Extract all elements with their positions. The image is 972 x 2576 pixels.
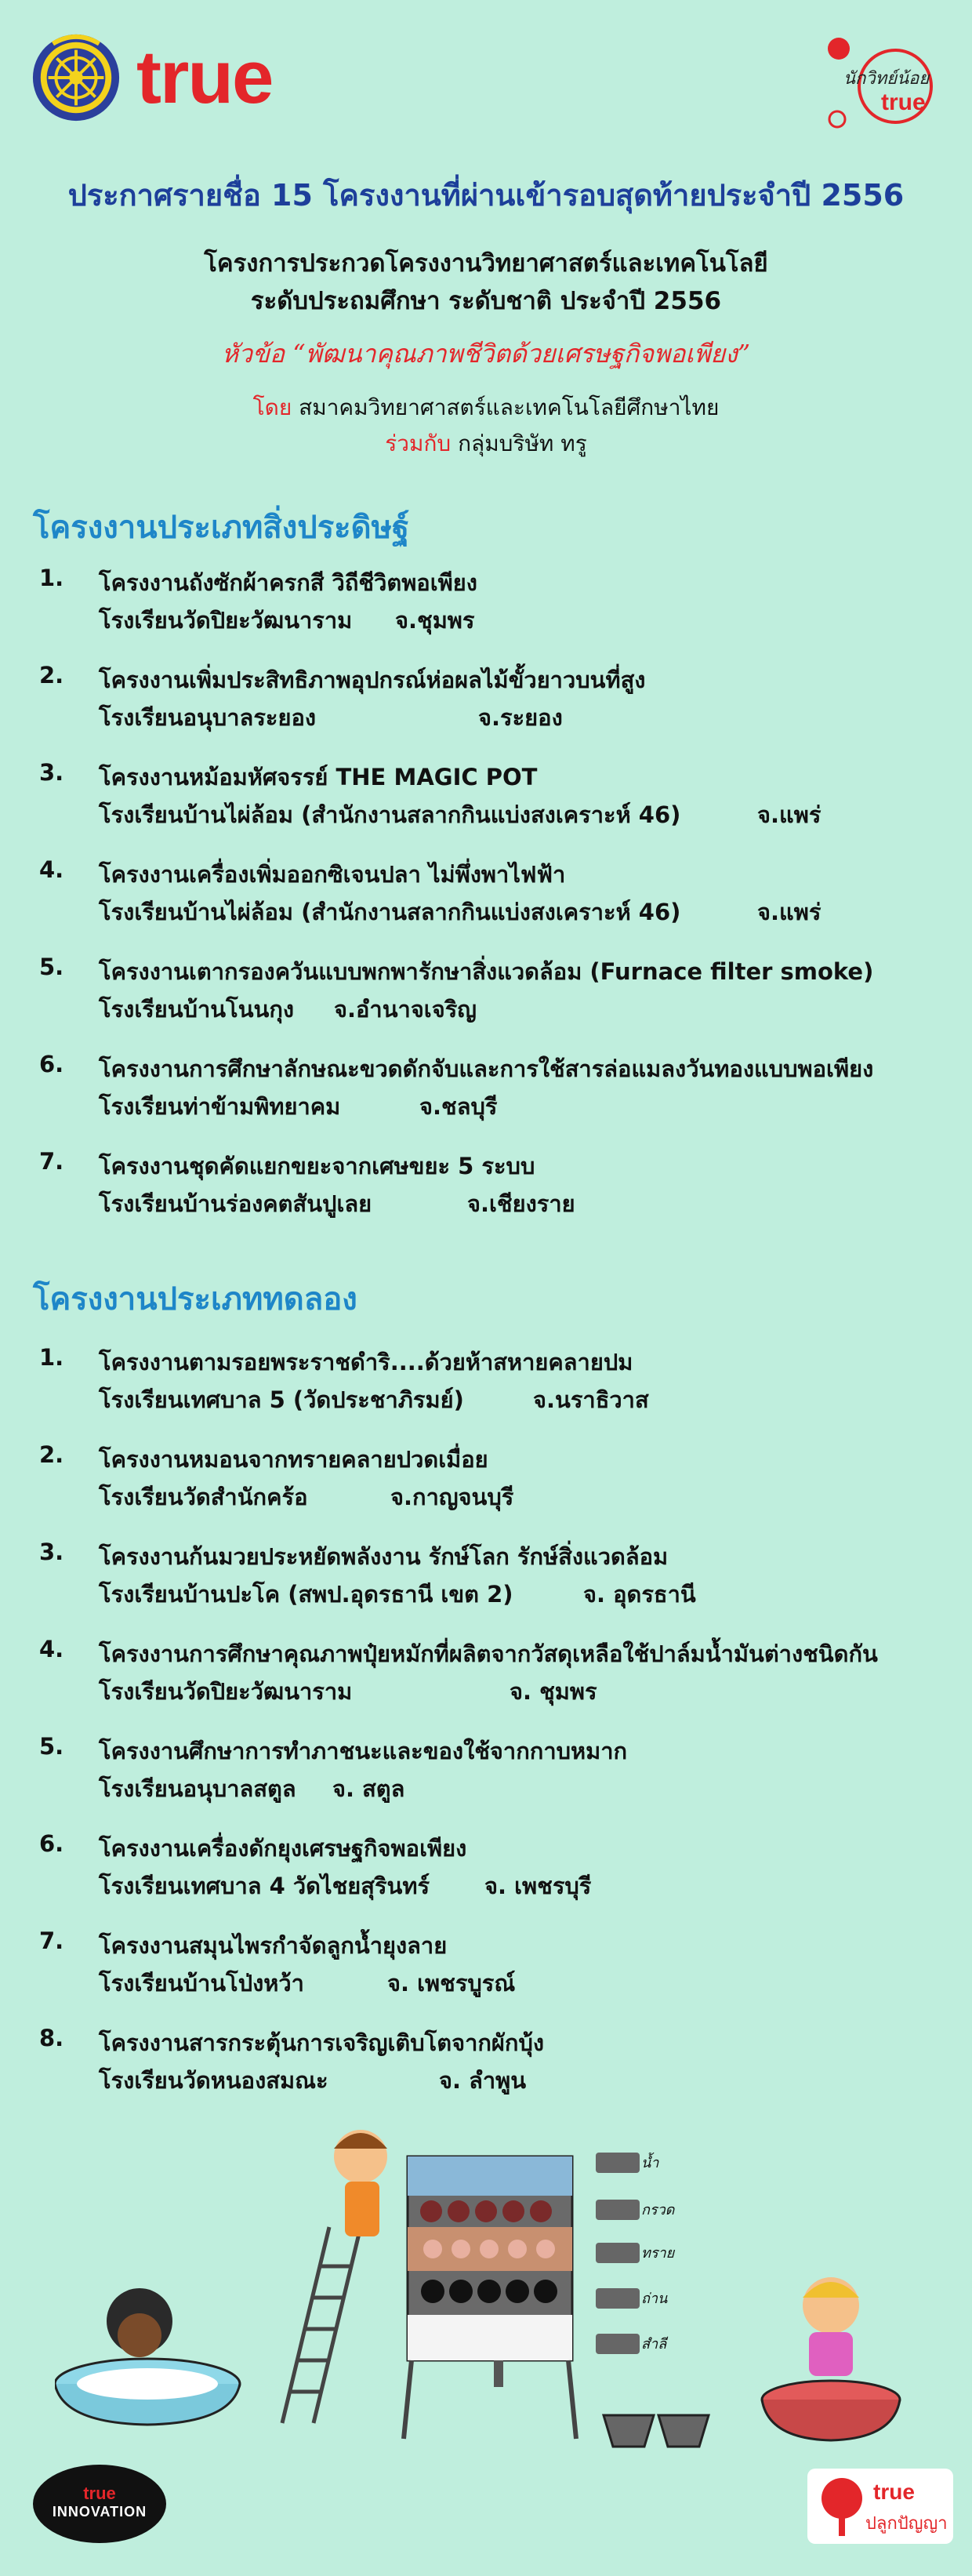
page-headline: ประกาศรายชื่อ 15 โครงงานที่ผ่านเข้ารอบสุดท้ายประจำปี 2556 — [67, 178, 905, 213]
province-name: จ. เพชรบุรี — [484, 1873, 592, 1899]
province-name: จ. เพชรบูรณ์ — [387, 1970, 516, 1996]
association-seal-icon — [30, 31, 122, 124]
plook-panya-text: ปลูกปัญญา — [865, 2514, 948, 2534]
school-name: โรงเรียนท่าข้ามพิทยาคม — [99, 1093, 341, 1120]
list-item — [0, 1733, 972, 1819]
layer-label-water: น้ำ — [641, 2155, 659, 2171]
junior-scientist-brand: true — [881, 89, 926, 115]
province-name: จ. ลำพูน — [439, 2067, 527, 2094]
plook-panya-brand: true — [873, 2480, 915, 2504]
item-number: 8. — [39, 2025, 64, 2051]
province-name: จ. สตูล — [332, 1775, 405, 1802]
province-name: จ. อุดรธานี — [583, 1581, 696, 1608]
list-item — [0, 1344, 972, 1430]
organizer-value: สมาคมวิทยาศาสตร์และเทคโนโลยีศึกษาไทย — [299, 394, 720, 420]
list-item — [0, 662, 972, 748]
project-title: โครงงานเพิ่มประสิทธิภาพอุปกรณ์ห่อผลไม้ขั้วยาวบนที่สูง — [99, 667, 646, 693]
project-title: โครงงานการศึกษาคุณภาพปุ๋ยหมักที่ผลิตจากวัสดุเหลือใช้ปาล์มน้ำมันต่างชนิดกัน — [99, 1640, 878, 1667]
project-title: โครงงานหม้อมหัศจรรย์ THE MAGIC POT — [99, 764, 538, 790]
school-name: โรงเรียนอนุบาลระยอง — [99, 704, 317, 731]
tree-icon — [812, 2469, 867, 2544]
project-title: โครงงานหมอนจากทรายคลายปวดเมื่อย — [99, 1446, 488, 1473]
item-number: 5. — [39, 1733, 64, 1760]
school-name: โรงเรียนวัดปิยะวัฒนาราม — [99, 607, 353, 634]
province-name: จ.นราธิวาส — [533, 1386, 649, 1413]
cotton-layer-icon — [408, 2315, 572, 2360]
true-plook-panya-badge — [807, 2469, 953, 2544]
school-name: โรงเรียนบ้านโป่งหว้า — [99, 1970, 304, 1996]
item-number: 2. — [39, 662, 64, 689]
list-item — [0, 1830, 972, 1917]
bucket-icon — [604, 2415, 654, 2447]
true-innovation-brand: true — [83, 2483, 116, 2503]
school-name: โรงเรียนอนุบาลสตูล — [99, 1775, 296, 1802]
project-title: โครงงานศึกษาการทำภาชนะและของใช้จากกาบหมาก — [99, 1738, 628, 1764]
school-name: โรงเรียนบ้านร่องคตสันปูเลย — [99, 1190, 372, 1217]
partner-line — [0, 427, 972, 461]
project-title: โครงงานชุดคัดแยกขยะจากเศษขยะ 5 ระบบ — [99, 1153, 535, 1179]
project-title: โครงงานตามรอยพระราชดำริ....ด้วยห้าสหายคลายปม — [99, 1349, 633, 1375]
province-name: จ.แพร่ — [757, 801, 821, 828]
layer-label-charcoal: ถ่าน — [641, 2291, 668, 2307]
project-title: โครงงานถังซักผ้าครกสี วิถีชีวิตพอเพียง — [99, 569, 477, 596]
school-name: โรงเรียนบ้านไผ่ล้อม (สำนักงานสลากกินแบ่งสงเคราะห์ 46) — [99, 899, 681, 925]
true-innovation-text: INNOVATION — [52, 2504, 147, 2520]
layer-label-sand: ทราย — [641, 2245, 675, 2262]
school-name: โรงเรียนเทศบาล 4 วัดไชยสุรินทร์ — [99, 1873, 430, 1899]
header-logos — [30, 31, 272, 124]
partner-label: ร่วมกับ — [385, 431, 452, 456]
faucet-icon — [494, 2360, 503, 2387]
item-number: 6. — [39, 1830, 64, 1857]
item-number: 7. — [39, 1148, 64, 1175]
list-item — [0, 565, 972, 651]
list-item — [0, 856, 972, 943]
school-name: โรงเรียนวัดปิยะวัฒนาราม — [99, 1678, 353, 1705]
section-title-experiments: โครงงานประเภททดลอง — [33, 1281, 357, 1317]
subtitle-line-2: ระดับประถมศึกษา ระดับชาติ ประจำปี 2556 — [250, 287, 722, 315]
organizer-line — [0, 391, 972, 425]
school-name: โรงเรียนวัดสำนักคร้อ — [99, 1484, 308, 1510]
item-number: 4. — [39, 856, 64, 883]
school-name: โรงเรียนเทศบาล 5 (วัดประชาภิรมย์) — [99, 1386, 464, 1413]
true-logo: true — [136, 35, 273, 119]
school-name: โรงเรียนวัดหนองสมณะ — [99, 2067, 328, 2094]
list-item — [0, 1051, 972, 1137]
list-item — [0, 1441, 972, 1528]
list-item — [0, 2025, 972, 2111]
list-item — [0, 1636, 972, 1722]
partner-value: กลุ่มบริษัท ทรู — [458, 431, 587, 456]
list-item — [0, 1927, 972, 2014]
project-title: โครงงานเตากรองควันแบบพกพารักษาสิ่งแวดล้อม (Furnace filter smoke) — [99, 958, 874, 985]
list-item — [0, 954, 972, 1040]
ladder-icon — [282, 2227, 361, 2423]
item-number: 1. — [39, 565, 64, 591]
item-number: 3. — [39, 759, 64, 786]
layer-label-cotton: สำลี — [641, 2336, 667, 2353]
province-name: จ.ชุมพร — [395, 607, 475, 634]
school-name: โรงเรียนบ้านโนนกุง — [99, 996, 295, 1023]
item-number: 7. — [39, 1927, 64, 1954]
project-title: โครงงานเครื่องดักยุงเศรษฐกิจพอเพียง — [99, 1835, 467, 1862]
item-number: 1. — [39, 1344, 64, 1371]
province-name: จ.เชียงราย — [467, 1190, 575, 1217]
project-title: โครงงานสมุนไพรกำจัดลูกน้ำยุงลาย — [99, 1932, 448, 1959]
layer-label-gravel: กรวด — [641, 2202, 675, 2218]
item-number: 5. — [39, 954, 64, 980]
project-title: โครงงานเครื่องเพิ่มออกซิเจนปลา ไม่พึ่งพาไฟฟ้า — [99, 861, 566, 888]
section-title-inventions: โครงงานประเภทสิ่งประดิษฐ์ — [33, 510, 410, 546]
item-number: 3. — [39, 1539, 64, 1565]
junior-scientist-script: นักวิทย์น้อย — [843, 69, 930, 89]
item-number: 6. — [39, 1051, 64, 1077]
project-title: โครงงานการศึกษาลักษณะขวดดักจับและการใช้สารล่อแมลงวันทองแบบพอเพียง — [99, 1055, 874, 1082]
school-name: โรงเรียนบ้านปะโค (สพป.อุดรธานี เขต 2) — [99, 1581, 513, 1608]
project-title: โครงงานก้นมวยประหยัดพลังงาน รักษ์โลก รักษ์สิ่งแวดล้อม — [99, 1543, 669, 1570]
province-name: จ.ชลบุรี — [419, 1093, 498, 1120]
list-item — [0, 1148, 972, 1234]
school-name: โรงเรียนบ้านไผ่ล้อม (สำนักงานสลากกินแบ่งสงเคราะห์ 46) — [99, 801, 681, 828]
province-name: จ.กาญจนบุรี — [390, 1484, 514, 1510]
province-name: จ.ระยอง — [478, 704, 563, 731]
junior-scientist-logo — [823, 35, 941, 136]
theme-line: หัวข้อ “พัฒนาคุณภาพชีวิตด้วยเศรษฐกิจพอเพียง” — [221, 339, 751, 369]
project-title: โครงงานสารกระตุ้นการเจริญเติบโตจากผักบุ้ง — [99, 2029, 545, 2056]
list-item — [0, 759, 972, 845]
province-name: จ.อำนาจเจริญ — [334, 996, 477, 1023]
list-item — [0, 1539, 972, 1625]
water-filter-illustration — [55, 2109, 917, 2454]
subtitle-line-1: โครงการประกวดโครงงานวิทยาศาสตร์และเทคโนโลยี — [204, 249, 768, 278]
item-number: 4. — [39, 1636, 64, 1662]
true-innovation-badge — [33, 2465, 166, 2543]
province-name: จ. ชุมพร — [510, 1678, 597, 1705]
organizer-label: โดย — [252, 394, 292, 420]
province-name: จ.แพร่ — [757, 899, 821, 925]
layer-labels — [596, 2153, 640, 2354]
item-number: 2. — [39, 1441, 64, 1468]
